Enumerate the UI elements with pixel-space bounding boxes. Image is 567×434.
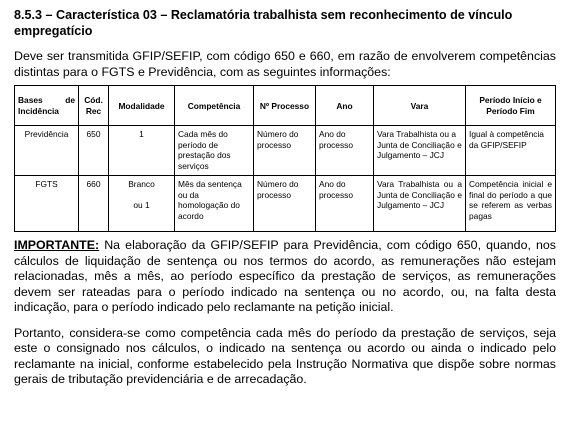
cell-processo: Número do processo (254, 176, 316, 232)
cell-bases: FGTS (15, 176, 79, 232)
header-ano: Ano (316, 86, 374, 126)
cell-modalidade-line2: ou 1 (133, 199, 150, 210)
cell-modalidade-line1: Branco (128, 179, 155, 189)
cell-modalidade-line1: 1 (139, 129, 144, 139)
important-text: Na elaboração da GFIP/SEFIP para Previdência, com código 650, quando, nos cálculos de liquidação de sentença ou nos termos do acordo, as remunerações não estejam relacionadas, mês a mês, ao período específico da prestação de serviços, as remunerações devem ser rateadas para o período indicado na sentença ou no acordo, ou, na falta desta indicação, para o período indicado pelo reclamante na petição inicial. (14, 238, 556, 314)
cell-ano: Ano do processo (316, 126, 374, 176)
cell-bases: Previdência (15, 126, 79, 176)
closing-paragraph: Portanto, considera-se como competência cada mês do período da prestação de serviços, seja este o consignado nos cálculos, o indicado na sentença ou acordo ou ainda o indicado pelo reclamante na inicial, conforme estabelecido pela Instrução Normativa que dispõe sobre normas gerais de tributação previdenciária e de arrecadação. (14, 325, 556, 386)
intro-paragraph: Deve ser transmitida GFIP/SEFIP, com código 650 e 660, em razão de envolverem competências distintas para o FGTS e Previdência, com as seguintes informações: (14, 49, 556, 79)
important-paragraph (14, 238, 556, 316)
header-bases-word3: Incidência (18, 106, 59, 116)
table-row (15, 126, 556, 176)
table-row (15, 176, 556, 232)
header-cod-line2: Rec (85, 106, 102, 116)
document-page (14, 8, 556, 388)
header-competencia: Competência (175, 86, 254, 126)
header-periodo-line1: Período Início e (479, 95, 542, 106)
header-bases-word1: Bases (18, 95, 43, 106)
cell-periodo: Igual à competência da GFIP/SEFIP (466, 126, 556, 176)
table-header-row (15, 86, 556, 126)
header-bases-word2: de (65, 95, 75, 106)
cell-periodo: Competência inicial e final do período a que se referem as verbas pagas (466, 176, 556, 232)
cell-modalidade (109, 176, 175, 232)
header-vara: Vara (374, 86, 466, 126)
cell-cod: 650 (79, 126, 109, 176)
cell-cod: 660 (79, 176, 109, 232)
header-cod (79, 86, 109, 126)
heading-line-1: 8.5.3 – Característica 03 – Reclamatória trabalhista sem reconhecimento de vínculo (14, 8, 513, 22)
header-bases (15, 86, 79, 126)
important-label: IMPORTANTE: (14, 238, 100, 252)
info-table (14, 85, 556, 232)
header-periodo (466, 86, 556, 126)
heading-line-2: empregatício (14, 23, 93, 38)
header-processo: Nº Processo (254, 86, 316, 126)
header-modalidade: Modalidade (109, 86, 175, 126)
section-heading (14, 8, 556, 39)
cell-processo: Número do processo (254, 126, 316, 176)
header-cod-line1: Cód. (84, 95, 103, 106)
cell-vara: Vara Trabalhista ou a Junta de Conciliação e Julgamento – JCJ (374, 176, 466, 232)
header-periodo-line2: Período Fim (486, 106, 535, 116)
cell-competencia: Cada mês do período de prestação dos serviços (175, 126, 254, 176)
cell-modalidade (109, 126, 175, 176)
cell-competencia: Mês da sentença ou da homologação do acordo (175, 176, 254, 232)
cell-vara: Vara Trabalhista ou a Junta de Conciliação e Julgamento – JCJ (374, 126, 466, 176)
cell-ano: Ano do processo (316, 176, 374, 232)
